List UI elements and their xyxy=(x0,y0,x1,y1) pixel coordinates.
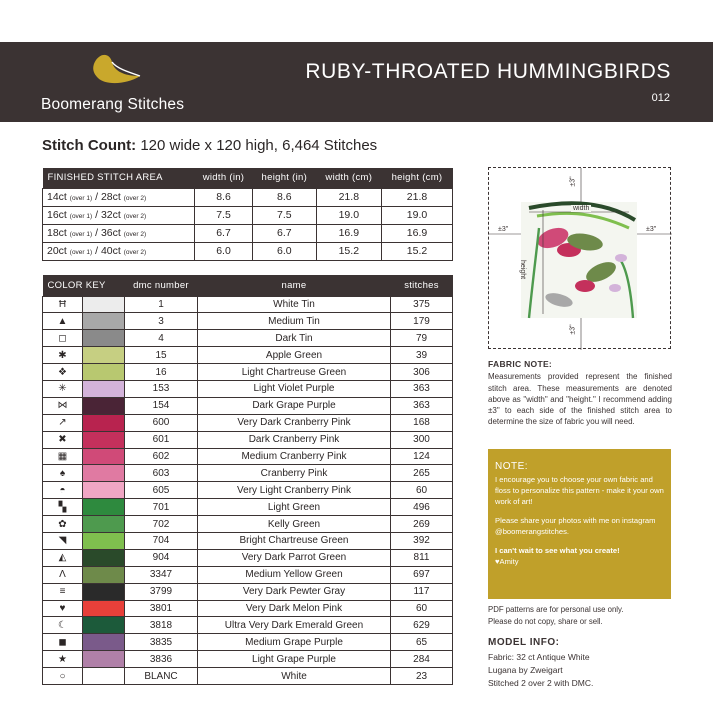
stitch-count-cell: 39 xyxy=(391,347,453,364)
color-key-row xyxy=(43,482,453,499)
color-key-row xyxy=(43,549,453,566)
area-value-cell: 8.6 xyxy=(253,188,317,206)
area-value-cell: 7.5 xyxy=(253,206,317,224)
key-header-stitches: stitches xyxy=(391,275,453,296)
dmc-number: 3347 xyxy=(125,566,198,583)
area-header-height-in: height (in) xyxy=(253,168,317,188)
color-key-row xyxy=(43,364,453,381)
stitch-count-cell: 392 xyxy=(391,532,453,549)
color-key-row xyxy=(43,600,453,617)
stitch-count-cell: 265 xyxy=(391,465,453,482)
note-paragraph-1: I encourage you to choose your own fabric and floss to personalize this pattern - make it your own work of art! xyxy=(495,475,664,506)
count-over-1: 18ct xyxy=(47,227,67,239)
area-row xyxy=(43,188,453,206)
count-over-2: 28ct xyxy=(100,191,121,203)
area-value-cell: 6.0 xyxy=(195,242,253,260)
area-value-cell: 15.2 xyxy=(316,242,381,260)
stitch-count-cell: 168 xyxy=(391,414,453,431)
color-name: White Tin xyxy=(198,296,391,313)
area-count-cell: 20ct (over 1) / 40ct (over 2) xyxy=(43,242,195,260)
count-over-1: 16ct xyxy=(47,209,67,221)
note-heading: NOTE: xyxy=(495,461,529,472)
area-row xyxy=(43,242,453,260)
color-name: Very Light Cranberry Pink xyxy=(198,482,391,499)
color-swatch xyxy=(83,516,125,533)
stitch-count-cell: 60 xyxy=(391,482,453,499)
color-key-row xyxy=(43,313,453,330)
area-value-cell: 6.7 xyxy=(195,224,253,242)
area-header-label: FINISHED STITCH AREA xyxy=(43,168,195,188)
dmc-number: 600 xyxy=(125,414,198,431)
stitch-count-cell: 300 xyxy=(391,431,453,448)
stitch-symbol-icon: ✳ xyxy=(43,380,83,397)
stitch-symbol-icon: ⋈ xyxy=(43,397,83,414)
dmc-number: 3835 xyxy=(125,634,198,651)
brand-name: Boomerang Stitches xyxy=(41,96,185,113)
key-header-dmc: dmc number xyxy=(125,275,198,296)
stitch-symbol-icon: ♥ xyxy=(43,600,83,617)
color-swatch xyxy=(83,651,125,668)
color-key-row xyxy=(43,414,453,431)
area-value-cell: 16.9 xyxy=(382,224,453,242)
color-swatch xyxy=(83,465,125,482)
stitch-count-cell: 306 xyxy=(391,364,453,381)
pdf-note-line-1: PDF patterns are for personal use only. xyxy=(488,605,624,614)
color-key-row xyxy=(43,499,453,516)
stitch-symbol-icon: ☾ xyxy=(43,617,83,634)
note-paragraph-2: Please share your photos with me on instagram @boomerangstitches. xyxy=(495,516,656,536)
model-info-line-1: Fabric: 32 ct Antique White xyxy=(488,652,590,662)
over-1-note: (over 1) xyxy=(69,213,93,220)
color-swatch xyxy=(83,313,125,330)
dmc-number: 603 xyxy=(125,465,198,482)
area-value-cell: 15.2 xyxy=(382,242,453,260)
stitch-count-cell: 629 xyxy=(391,617,453,634)
area-header-width-in: width (in) xyxy=(195,168,253,188)
color-swatch xyxy=(83,380,125,397)
area-value-cell: 21.8 xyxy=(316,188,381,206)
color-key-row xyxy=(43,448,453,465)
dmc-number: 15 xyxy=(125,347,198,364)
color-name: Light Violet Purple xyxy=(198,380,391,397)
stitch-count-cell: 363 xyxy=(391,397,453,414)
color-key-row xyxy=(43,668,453,685)
count-over-1: 14ct xyxy=(47,191,67,203)
stitch-symbol-icon: ▚ xyxy=(43,499,83,516)
color-key-row xyxy=(43,516,453,533)
color-swatch xyxy=(83,296,125,313)
color-name: Dark Tin xyxy=(198,330,391,347)
color-key-row xyxy=(43,583,453,600)
color-swatch xyxy=(83,364,125,381)
dmc-number: 3818 xyxy=(125,617,198,634)
stitch-symbol-icon: ★ xyxy=(43,651,83,668)
stitch-count-cell: 124 xyxy=(391,448,453,465)
margin-label-left: ±3" xyxy=(498,226,509,233)
area-value-cell: 6.7 xyxy=(253,224,317,242)
stitch-count-cell: 60 xyxy=(391,600,453,617)
stitch-symbol-icon: ♠ xyxy=(43,465,83,482)
fabric-note-heading: FABRIC NOTE: xyxy=(488,359,553,369)
stitch-symbol-icon: ▦ xyxy=(43,448,83,465)
count-over-2: 36ct xyxy=(100,227,121,239)
color-swatch xyxy=(83,668,125,685)
fabric-note-body: Measurements provided represent the finished stitch area. These measurements are denoted above as "width" and "height." I recommend adding ±3" to each side of the finished stitch area to determine the size of fabric you will need. xyxy=(488,372,672,427)
color-key-table xyxy=(42,275,453,685)
stitch-count-label: Stitch Count: xyxy=(42,137,137,154)
finished-stitch-area-table xyxy=(42,168,453,261)
over-2-note: (over 2) xyxy=(123,195,147,202)
color-name: Light Chartreuse Green xyxy=(198,364,391,381)
area-count-cell: 18ct (over 1) / 36ct (over 2) xyxy=(43,224,195,242)
dmc-number: BLANC xyxy=(125,668,198,685)
color-name: Apple Green xyxy=(198,347,391,364)
count-over-2: 32ct xyxy=(100,209,121,221)
stitch-count-cell: 811 xyxy=(391,549,453,566)
dmc-number: 16 xyxy=(125,364,198,381)
color-key-row xyxy=(43,651,453,668)
stitch-symbol-icon: ○ xyxy=(43,668,83,685)
color-key-row xyxy=(43,397,453,414)
dmc-number: 4 xyxy=(125,330,198,347)
pdf-note-line-2: Please do not copy, share or sell. xyxy=(488,616,603,626)
color-key-row xyxy=(43,330,453,347)
key-header-name: name xyxy=(198,275,391,296)
dmc-number: 3836 xyxy=(125,651,198,668)
width-label: width xyxy=(573,205,590,212)
color-key-row xyxy=(43,634,453,651)
color-name: Very Dark Cranberry Pink xyxy=(198,414,391,431)
stitch-count-cell: 23 xyxy=(391,668,453,685)
color-key-row xyxy=(43,617,453,634)
area-value-cell: 19.0 xyxy=(382,206,453,224)
stitch-symbol-icon: ❖ xyxy=(43,364,83,381)
dmc-number: 702 xyxy=(125,516,198,533)
stitch-count-cell: 375 xyxy=(391,296,453,313)
stitch-symbol-icon: ▲ xyxy=(43,313,83,330)
dmc-number: 1 xyxy=(125,296,198,313)
count-over-2: 40ct xyxy=(100,245,121,257)
stitch-symbol-icon: ◼ xyxy=(43,634,83,651)
stitch-symbol-icon: ✱ xyxy=(43,347,83,364)
note-box xyxy=(488,449,671,599)
note-signature: ♥Amity xyxy=(495,557,519,566)
color-name: Light Green xyxy=(198,499,391,516)
stitch-count-cell: 269 xyxy=(391,516,453,533)
area-value-cell: 19.0 xyxy=(316,206,381,224)
color-name: Medium Grape Purple xyxy=(198,634,391,651)
stitch-count-cell: 65 xyxy=(391,634,453,651)
color-name: Dark Grape Purple xyxy=(198,397,391,414)
dmc-number: 602 xyxy=(125,448,198,465)
dmc-number: 3 xyxy=(125,313,198,330)
color-key-row xyxy=(43,465,453,482)
color-key-row xyxy=(43,532,453,549)
color-swatch xyxy=(83,634,125,651)
over-2-note: (over 2) xyxy=(123,231,147,238)
color-swatch xyxy=(83,347,125,364)
color-name: Dark Cranberry Pink xyxy=(198,431,391,448)
height-label: height xyxy=(519,260,526,280)
color-name: Ultra Very Dark Emerald Green xyxy=(198,617,391,634)
margin-label-top: ±3" xyxy=(569,176,577,187)
color-swatch xyxy=(83,532,125,549)
stitch-symbol-icon: ◥ xyxy=(43,532,83,549)
stitch-symbol-icon: ◓ xyxy=(43,482,83,499)
color-name: Very Dark Parrot Green xyxy=(198,549,391,566)
color-name: Medium Cranberry Pink xyxy=(198,448,391,465)
stitch-symbol-icon: ◭ xyxy=(43,549,83,566)
stitch-symbol-icon: Ħ xyxy=(43,296,83,313)
model-info-line-2: Lugana by Zweigart xyxy=(488,665,563,675)
color-key-row xyxy=(43,296,453,313)
key-header-color: COLOR KEY xyxy=(43,275,125,296)
stitch-count-cell: 79 xyxy=(391,330,453,347)
color-name: Kelly Green xyxy=(198,516,391,533)
dmc-number: 904 xyxy=(125,549,198,566)
over-1-note: (over 1) xyxy=(69,249,93,256)
dmc-number: 701 xyxy=(125,499,198,516)
dmc-number: 704 xyxy=(125,532,198,549)
color-swatch xyxy=(83,431,125,448)
area-value-cell: 16.9 xyxy=(316,224,381,242)
color-swatch xyxy=(83,600,125,617)
color-name: Very Dark Pewter Gray xyxy=(198,583,391,600)
color-swatch xyxy=(83,617,125,634)
pdf-usage-note xyxy=(488,604,678,627)
pattern-code: 012 xyxy=(651,92,670,104)
margin-label-bottom: ±3" xyxy=(569,324,577,335)
over-2-note: (over 2) xyxy=(123,249,147,256)
stitch-symbol-icon: ↗ xyxy=(43,414,83,431)
stitch-symbol-icon: ◻ xyxy=(43,330,83,347)
area-header-width-cm: width (cm) xyxy=(316,168,381,188)
color-key-row xyxy=(43,431,453,448)
stitch-count xyxy=(42,137,377,154)
color-swatch xyxy=(83,448,125,465)
boomerang-logo-icon xyxy=(88,50,148,90)
margin-label-right: ±3" xyxy=(646,226,657,233)
pattern-preview-image xyxy=(489,168,672,350)
stitch-symbol-icon: ≡ xyxy=(43,583,83,600)
color-swatch xyxy=(83,397,125,414)
color-swatch xyxy=(83,414,125,431)
color-name: White xyxy=(198,668,391,685)
area-row xyxy=(43,224,453,242)
model-info-line-3: Stitched 2 over 2 with DMC. xyxy=(488,678,594,688)
color-swatch xyxy=(83,482,125,499)
color-swatch xyxy=(83,583,125,600)
stitch-count-cell: 117 xyxy=(391,583,453,600)
dmc-number: 605 xyxy=(125,482,198,499)
over-2-note: (over 2) xyxy=(123,213,147,220)
area-count-cell: 16ct (over 1) / 32ct (over 2) xyxy=(43,206,195,224)
note-paragraph-3: I can't wait to see what you create! xyxy=(495,546,620,555)
header-banner xyxy=(0,42,713,122)
color-name: Bright Chartreuse Green xyxy=(198,532,391,549)
color-swatch xyxy=(83,566,125,583)
area-header-height-cm: height (cm) xyxy=(382,168,453,188)
color-name: Medium Yellow Green xyxy=(198,566,391,583)
count-over-1: 20ct xyxy=(47,245,67,257)
area-value-cell: 6.0 xyxy=(253,242,317,260)
pattern-preview xyxy=(488,167,671,349)
stitch-count-cell: 284 xyxy=(391,651,453,668)
stitch-count-cell: 697 xyxy=(391,566,453,583)
area-value-cell: 21.8 xyxy=(382,188,453,206)
color-key-row xyxy=(43,380,453,397)
dmc-number: 3799 xyxy=(125,583,198,600)
dmc-number: 3801 xyxy=(125,600,198,617)
stitch-count-cell: 496 xyxy=(391,499,453,516)
dmc-number: 601 xyxy=(125,431,198,448)
area-value-cell: 7.5 xyxy=(195,206,253,224)
stitch-symbol-icon: ✿ xyxy=(43,516,83,533)
color-name: Light Grape Purple xyxy=(198,651,391,668)
color-key-row xyxy=(43,347,453,364)
model-info-heading: MODEL INFO: xyxy=(488,637,560,648)
color-swatch xyxy=(83,549,125,566)
over-1-note: (over 1) xyxy=(69,195,93,202)
stitch-count-cell: 179 xyxy=(391,313,453,330)
dmc-number: 154 xyxy=(125,397,198,414)
area-count-cell: 14ct (over 1) / 28ct (over 2) xyxy=(43,188,195,206)
area-value-cell: 8.6 xyxy=(195,188,253,206)
pattern-title: RUBY-THROATED HUMMINGBIRDS xyxy=(305,60,671,83)
stitch-symbol-icon: Λ xyxy=(43,566,83,583)
stitch-symbol-icon: ✖ xyxy=(43,431,83,448)
dmc-number: 153 xyxy=(125,380,198,397)
stitch-count-cell: 363 xyxy=(391,380,453,397)
area-row xyxy=(43,206,453,224)
color-name: Medium Tin xyxy=(198,313,391,330)
fabric-note xyxy=(488,359,672,428)
color-name: Cranberry Pink xyxy=(198,465,391,482)
over-1-note: (over 1) xyxy=(69,231,93,238)
model-info xyxy=(488,636,678,690)
color-swatch xyxy=(83,330,125,347)
stitch-count-value: 120 wide x 120 high, 6,464 Stitches xyxy=(140,137,378,154)
color-name: Very Dark Melon Pink xyxy=(198,600,391,617)
color-swatch xyxy=(83,499,125,516)
color-key-row xyxy=(43,566,453,583)
